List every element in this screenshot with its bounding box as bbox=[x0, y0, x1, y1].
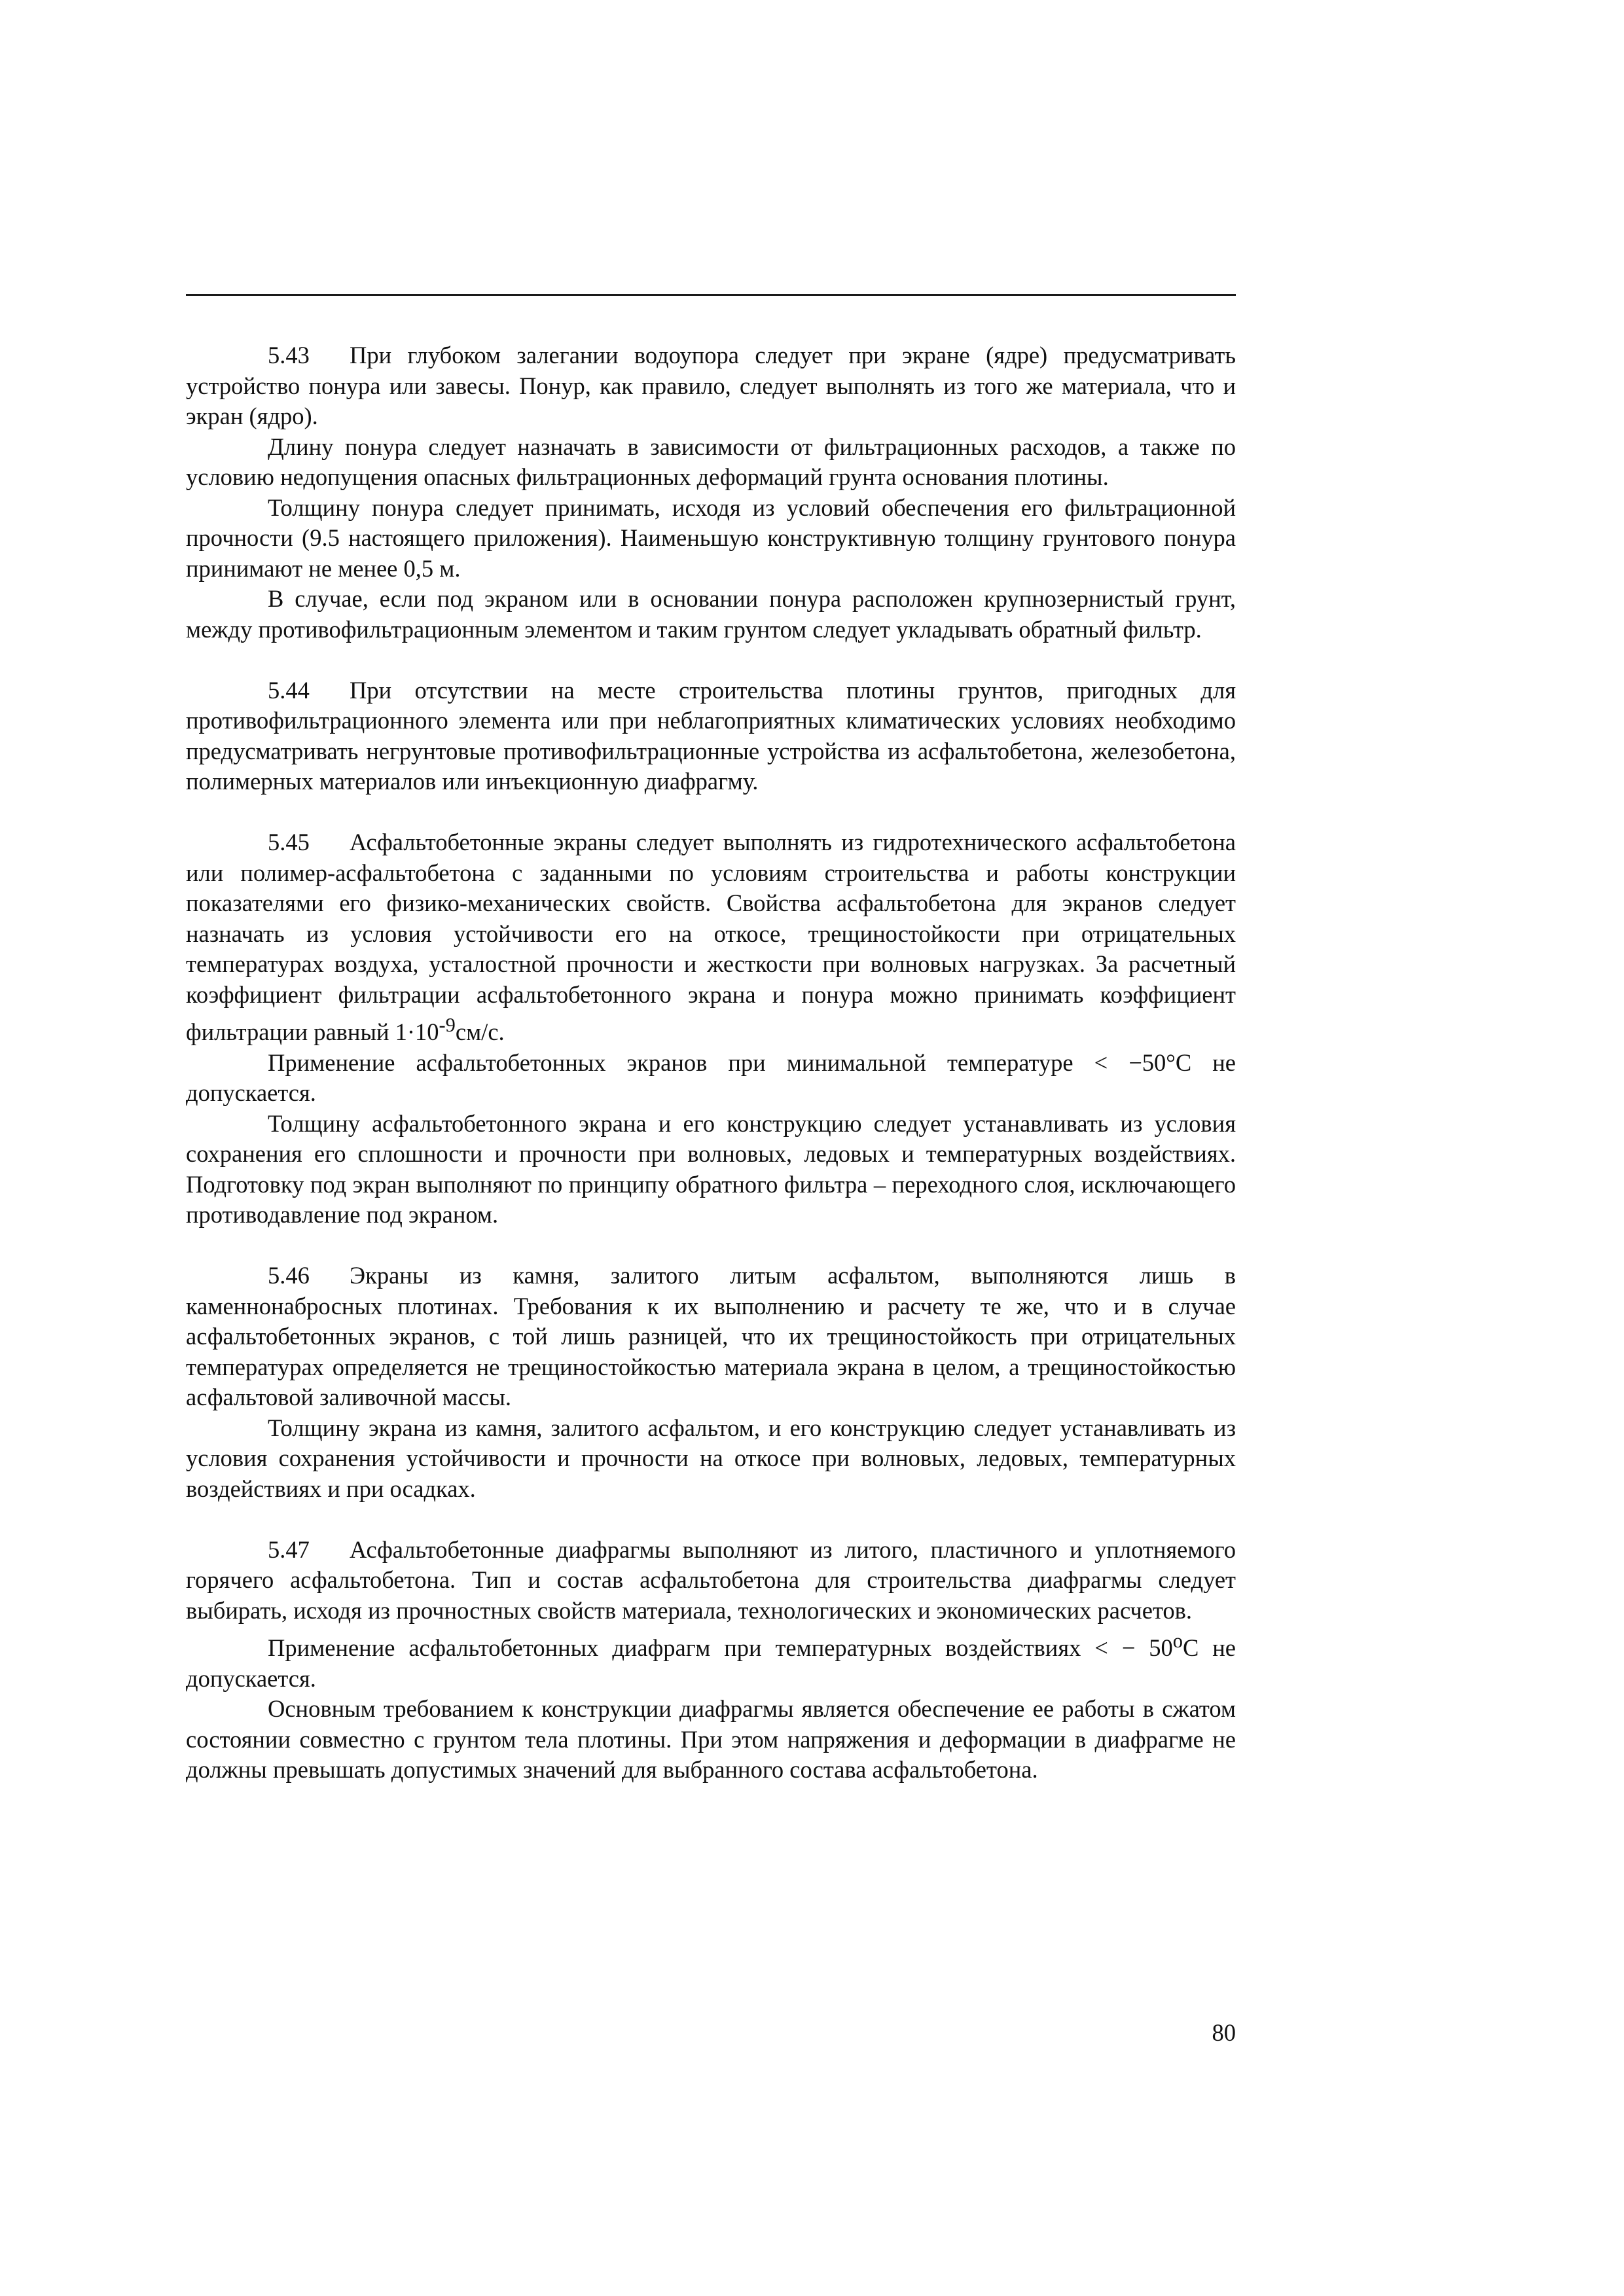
section-number: 5.45 bbox=[268, 829, 310, 855]
paragraph-text: Асфальтобетонные экраны следует выполнять из гидротехнического асфальтобетона или полимер-асфальтобетона с заданными по условиям строительства и работы конструкции показателями его физико-механических свойств. Свойства асфальтобетона для экранов следует назначать из условия устойчивости его на откосе, трещиностойкости при отрицательных температурах воздуха, усталостной прочности и жесткости при волновых нагрузках. За расчетный коэффициент фильтрации асфальтобетонного экрана и понура можно принимать коэффициент фильтрации равный 1·10 bbox=[186, 829, 1236, 1046]
paragraph bbox=[186, 1535, 1236, 1626]
paragraph: В случае, если под экраном или в основании понура расположен крупнозернистый грунт, между противофильтрационным элементом и таким грунтом следует укладывать обратный фильтр. bbox=[186, 585, 1236, 643]
paragraph bbox=[186, 1626, 1236, 1694]
paragraph-text-tail: С не допускается. bbox=[186, 1634, 1236, 1692]
exponent: -9 bbox=[439, 1014, 456, 1036]
page-number: 80 bbox=[1212, 2019, 1236, 2046]
paragraph-text: При отсутствии на месте строительства плотины грунтов, пригодных для противофильтрационного элемента или при неблагоприятных климатических условиях необходимо предусматривать негрунтовые противофильтрационные устройства из асфальтобетона, железобетона, полимерных материалов или инъекционную диафрагму. bbox=[186, 676, 1236, 795]
paragraph-text: Применение асфальтобетонных диафрагм при температурных воздействиях < − 50 bbox=[268, 1634, 1173, 1662]
paragraph: Основным требованием к конструкции диафрагмы является обеспечение ее работы в сжатом состоянии совместно с грунтом тела плотины. При этом напряжения и деформации в диафрагме не должны превышать допустимых значений для выбранного состава асфальтобетона. bbox=[186, 1695, 1236, 1784]
section-5-45 bbox=[186, 827, 1236, 1230]
paragraph-text: При глубоком залегании водоупора следует при экране (ядре) предусматривать устройство понура или завесы. Понур, как правило, следует выполнять из того же материала, что и экран (ядро). bbox=[186, 342, 1236, 429]
paragraph bbox=[186, 827, 1236, 1048]
unit: см/с. bbox=[455, 1018, 505, 1046]
paragraph: Толщину экрана из камня, залитого асфальтом, и его конструкцию следует устанавливать из условия сохранения устойчивости и прочности на откосе при волновых, ледовых, температурных воздействиях и при осадках. bbox=[186, 1414, 1236, 1502]
section-5-43 bbox=[186, 340, 1236, 645]
paragraph: Применение асфальтобетонных экранов при минимальной температуре < −50°C не допускается. bbox=[186, 1049, 1236, 1107]
section-number: 5.43 bbox=[268, 342, 310, 368]
header-rule bbox=[186, 294, 1236, 296]
paragraph bbox=[186, 340, 1236, 432]
paragraph-text: Экраны из камня, залитого литым асфальтом, выполняются лишь в каменнонабросных плотинах. Требования к их выполнению и расчету те же, что и в случае асфальтобетонных экранов, с той лишь разницей, что их трещиностойкость при отрицательных температурах определяется не трещиностойкостью материала экрана в целом, а трещиностойкостью асфальтовой заливочной массы. bbox=[186, 1262, 1236, 1411]
paragraph-text: Асфальтобетонные диафрагмы выполняют из литого, пластичного и уплотняемого горячего асфальтобетона. Тип и состав асфальтобетона для строительства диафрагмы следует выбирать, исходя из прочностных свойств материала, технологических и экономических расчетов. bbox=[186, 1535, 1236, 1624]
section-5-46 bbox=[186, 1261, 1236, 1504]
paragraph: Длину понура следует назначать в зависимости от фильтрационных расходов, а также по условию недопущения опасных фильтрационных деформаций грунта основания плотины. bbox=[186, 433, 1236, 490]
section-number: 5.46 bbox=[268, 1262, 310, 1289]
section-5-47 bbox=[186, 1535, 1236, 1785]
section-number: 5.44 bbox=[268, 676, 310, 704]
paragraph bbox=[186, 1261, 1236, 1413]
degree-mark: o bbox=[1172, 1630, 1183, 1653]
paragraph: Толщину понура следует принимать, исходя из условий обеспечения его фильтрационной прочности (9.5 настоящего приложения). Наименьшую конструктивную толщину грунтового понура принимают не менее 0,5 м. bbox=[186, 493, 1236, 582]
section-number: 5.47 bbox=[268, 1535, 310, 1563]
document-body bbox=[186, 340, 1236, 1816]
paragraph bbox=[186, 675, 1236, 797]
section-5-44 bbox=[186, 675, 1236, 797]
paragraph: Толщину асфальтобетонного экрана и его конструкцию следует устанавливать из условия сохранения его сплошности и прочности при волновых, ледовых и температурных воздействиях. Подготовку под экран выполняют по принципу обратного фильтра – переходного слоя, исключающего противодавление под экраном. bbox=[186, 1109, 1236, 1229]
